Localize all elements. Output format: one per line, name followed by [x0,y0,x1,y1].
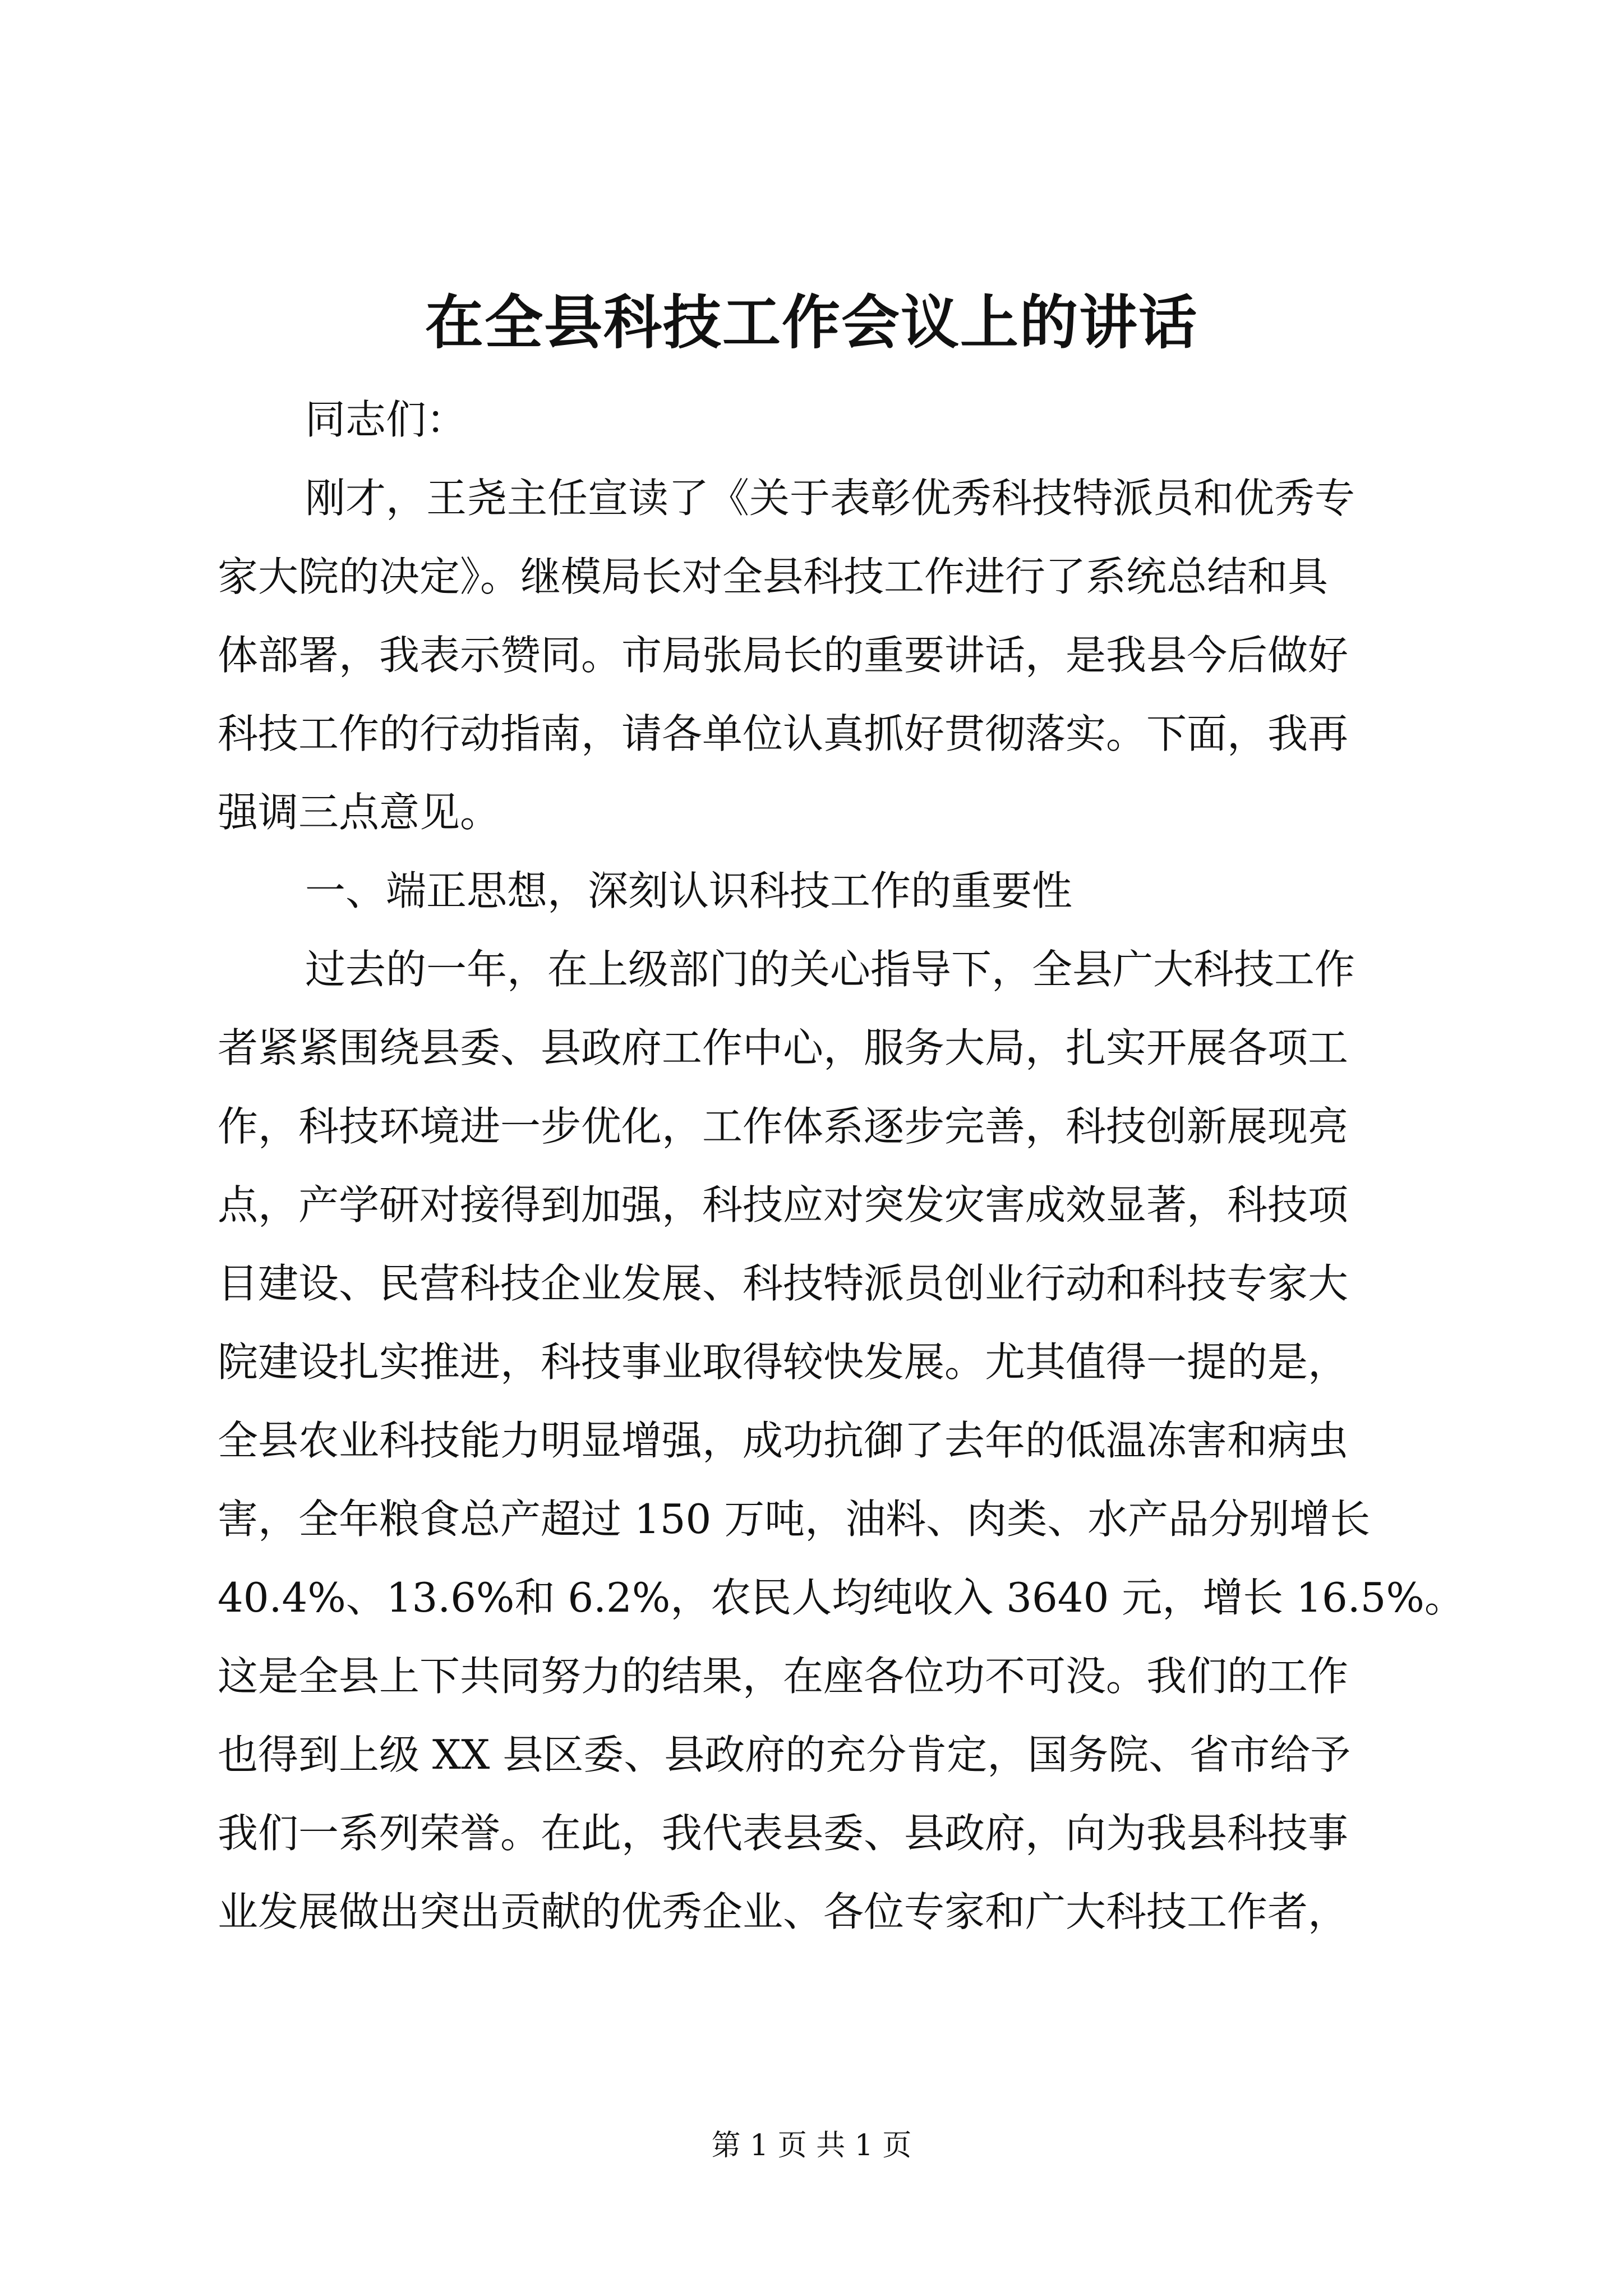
paragraph-line: 家大院的决定》。继模局长对全县科技工作进行了系统总结和具 [218,553,1329,600]
paragraph-line: 我们一系列荣誉。在此，我代表县委、县政府，向为我县科技事 [218,1810,1349,1857]
paragraph-line: 体部署，我表示赞同。市局张局长的重要讲话，是我县今后做好 [218,632,1349,679]
paragraph-line: 也得到上级 XX 县区委、县政府的充分肯定，国务院、省市给予 [218,1731,1351,1778]
paragraph-line: 点，产学研对接得到加强，科技应对突发灾害成效显著，科技项 [218,1181,1349,1228]
paragraph-line: 这是全县上下共同努力的结果，在座各位功不可没。我们的工作 [218,1653,1349,1700]
paragraph-line: 者紧紧围绕县委、县政府工作中心，服务大局，扎实开展各项工 [218,1024,1349,1071]
paragraph-line: 全县农业科技能力明显增强，成功抗御了去年的低温冻害和病虫 [218,1417,1349,1464]
page-number-footer: 第 1 页 共 1 页 [711,2129,912,2162]
paragraph-line: 强调三点意见。 [218,789,501,836]
paragraph-line: 刚才，王尧主任宣读了《关于表彰优秀科技特派员和优秀专 [305,475,1355,522]
document-title: 在全县科技工作会议上的讲话 [425,288,1198,357]
paragraph-line: 过去的一年，在上级部门的关心指导下，全县广大科技工作 [305,946,1355,993]
paragraph-line: 害，全年粮食总产超过 150 万吨，油料、肉类、水产品分别增长 [218,1496,1371,1543]
paragraph-line: 科技工作的行动指南，请各单位认真抓好贯彻落实。下面，我再 [218,710,1349,757]
salutation: 同志们： [305,396,467,443]
section-heading: 一、端正思想，深刻认识科技工作的重要性 [305,867,1073,914]
paragraph-line: 目建设、民营科技企业发展、科技特派员创业行动和科技专家大 [218,1260,1349,1307]
paragraph-line: 院建设扎实推进，科技事业取得较快发展。尤其值得一提的是， [218,1338,1349,1386]
paragraph-line: 作，科技环境进一步优化，工作体系逐步完善，科技创新展现亮 [218,1103,1349,1150]
paragraph-line: 业发展做出突出贡献的优秀企业、各位专家和广大科技工作者， [218,1888,1349,1935]
paragraph-line: 40.4%、13.6%和 6.2%，农民人均纯收入 3640 元，增长 16.5%。 [218,1574,1465,1621]
